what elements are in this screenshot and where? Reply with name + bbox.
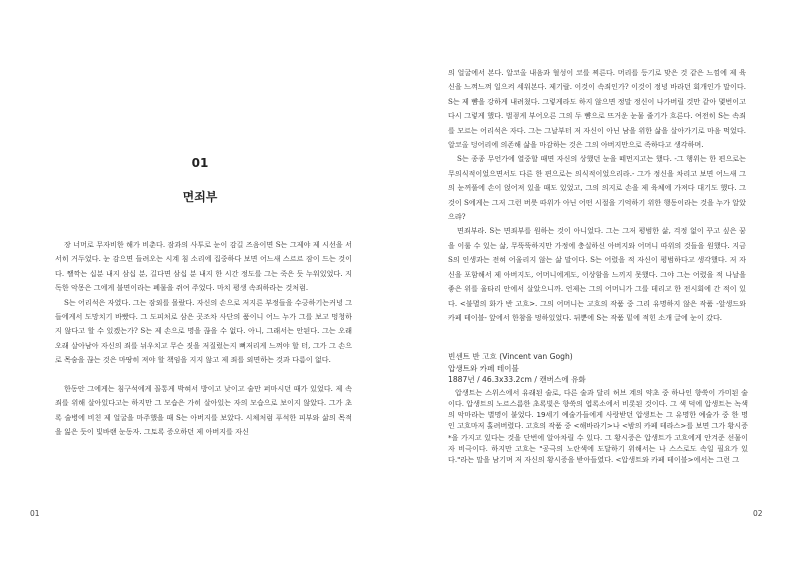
page-number-right: 02 (753, 509, 763, 518)
right-body-text (448, 66, 746, 325)
paragraph: 한동안 그에게는 침구석에게 꼴통게 박혀서 방이고 낮이고 술만 퍼마시던 때가 있었다. 제 속죄를 위해 살아있다고는 하지만 그 모습은 가히 살아있는 자의 모습으로 보이지 않았다. 그가 초록 술병에 비친 제 얼굴을 마주했을 때 S는 아버지를 보았다. 시체처럼 푸석한 피부와 삶의 목적을 잃은 듯이 빛바랜 눈동자. 그토록 증오하던 제 아버지를 자신 (55, 384, 352, 437)
artwork-description: 압생트는 스위스에서 유래된 술로, 다른 술과 달리 허브 계의 약초 중 하나인 향쑥이 가미된 술이다. 압생트의 노르스름한 초록빛은 향쑥의 엽록소에서 비롯된 것이다. 그 색 덕에 압생트는 녹색의 악마라는 별명이 붙었다. 19세기 예술가들에게 사랑받던 압생트는 그 유명한 예술가 중 한 명인 고흐마저 홀려버렸다. 고흐의 작품 중 <해바라기>나 <밤의 카페 테라스>를 보면 그가 황시증*을 가지고 있다는 것을 단번에 알아차릴 수 있다. 그 황시증은 압생트가 고흐에게 안겨준 선물이자 비극이다. 하지만 고흐는 "공극의 노란색에 도달하기 위해서는 나 스스로도 속일 필요가 있다."라는 말을 남기며 저 자신의 황시증을 받아들였다. <압생트와 카페 테이블>에서는 그런 그 (448, 387, 748, 464)
paragraph: 의 얼굴에서 본다. 알코올 내음과 혈성이 코를 찌른다. 머리를 등기로 맞은 것 같은 느낌에 제 육신을 느껴느껴 일으켜 세워본다. 제기랄. 이것이 속죄인가? 이것이 정녕 바라던 회개인가 말이다. S는 제 뺨을 강하게 내려쳤다. 그렇게라도 하지 않으면 정말 정신이 나가버릴 것만 같아 몇번이고 다시 그렇게 했다. 벌겋게 부어오른 그의 두 뺨으로 뜨거운 눈물 줄기가 흐른다. 여전히 S는 속죄를 모르는 어리석은 자다. 그는 그날부터 저 자신이 아닌 남을 위한 삶을 살아가기로 마음 먹었다. 알코올 덩어리에 의존해 삶을 마감하는 것은 그의 아버지만으로 족하다고 생각하며. (448, 68, 746, 150)
artwork-caption (448, 351, 748, 465)
paragraph: S는 종종 무언가에 열중할 때면 자신의 상했던 눈을 떼먼지고는 했다. -그 행위는 한 편으로는 무의식적이었으면서도 다른 한 편으로는 의식적이었으리라.- 그가 정신을 차리고 보면 어느새 그의 눈꺼풀에 손이 얹어져 있을 때도 있었고, 그의 의지로 손을 제 육체에 가져다 대기도 했다. 그것이 S에게는 그저 그런 버릇 따위가 아닌 어떤 시절을 기억하기 위한 행동이라는 것을 누가 알았으랴? (448, 154, 746, 222)
paragraph: 장 너머로 무자비한 해가 비춘다. 잠과의 사투로 눈이 감길 즈음이면 S는 그제야 제 시선을 서서히 거두었다. 눈 감으면 들려오는 시계 침 소리에 집중하다 보면 어느새 스르르 잠이 드는 것이다. 쨀깍는 십분 내지 삼십 분, 길다면 삼십 분 내지 한 시간 정도를 그는 죽은 듯 누워있었다. 지독한 악몽은 그에게 불면이라는 폐물을 쥐여 주었다. 마치 평생 속죄하라는 것처럼. (55, 240, 352, 293)
paragraph: 면죄부라. S는 면죄부를 원하는 것이 아니었다. 그는 그저 평범한 삶, 걱정 없이 꾸고 싶은 꿈을 이룰 수 있는 삶, 무뚝뚝하지만 가정에 충실하신 아버지와 어머니 따위의 것들을 원했다. 지금 S의 인생과는 전혀 어울리지 않는 삶 말이다. S는 어렸을 적 자신이 평범하다고 생각했다. 저 자신을 포함해서 제 아버지도, 어머니에게도, 이상함을 느끼지 못했다. 그야 그는 어렸을 적 나날을 좋은 위를 울타리 안에서 살았으니까. 언제는 그의 어머니가 그를 데리고 한 전시회에 간 적이 있다. <불멸의 화가 반 고흐>. 그의 어머니는 고흐의 작품 중 그리 유명하지 않은 작품 -앞생드와 카페 테이블- 앞에서 한참을 멍하있었다. 뒤뿐에 S는 작품 밑에 적힌 소개 글에 눈이 갔다. (448, 226, 746, 322)
chapter-number: 01 (191, 156, 209, 170)
artwork-details: 1887년 / 46.3x33.2cm / 캔버스에 유화 (448, 375, 586, 385)
artwork-artist: 빈센트 반 고흐 (Vincent van Gogh) (448, 352, 573, 361)
left-body-text (55, 238, 352, 440)
paragraph: S는 어리석은 자였다. 그는 잠외를 몰랐다. 자신의 손으로 저지른 부정들을 수긍하기는커녕 그들에게서 도망치기 바빴다. 그 도피처로 삼은 곳조차 사단의 품이니 어느 누가 그를 보고 멍청하지 않다고 할 수 있겠는가? S는 제 손으로 명을 끊을 수 없다. 아니, 그래서는 안된다. 그는 오래오래 살아남아 자신의 죄를 뉘우치고 무슨 짓을 저질렀는지 뼈저리게 느껴야 할 터, 그가 그 손으로 목숨을 끊는 것은 마땅히 져야 할 책임을 지지 않고 제 죄를 외면하는 것과 다름이 없다. (55, 297, 352, 365)
chapter-title: 면죄부 (182, 190, 218, 204)
page-number-left: 01 (30, 509, 40, 518)
artwork-title: 압생트와 카페 테이블 (448, 363, 519, 373)
